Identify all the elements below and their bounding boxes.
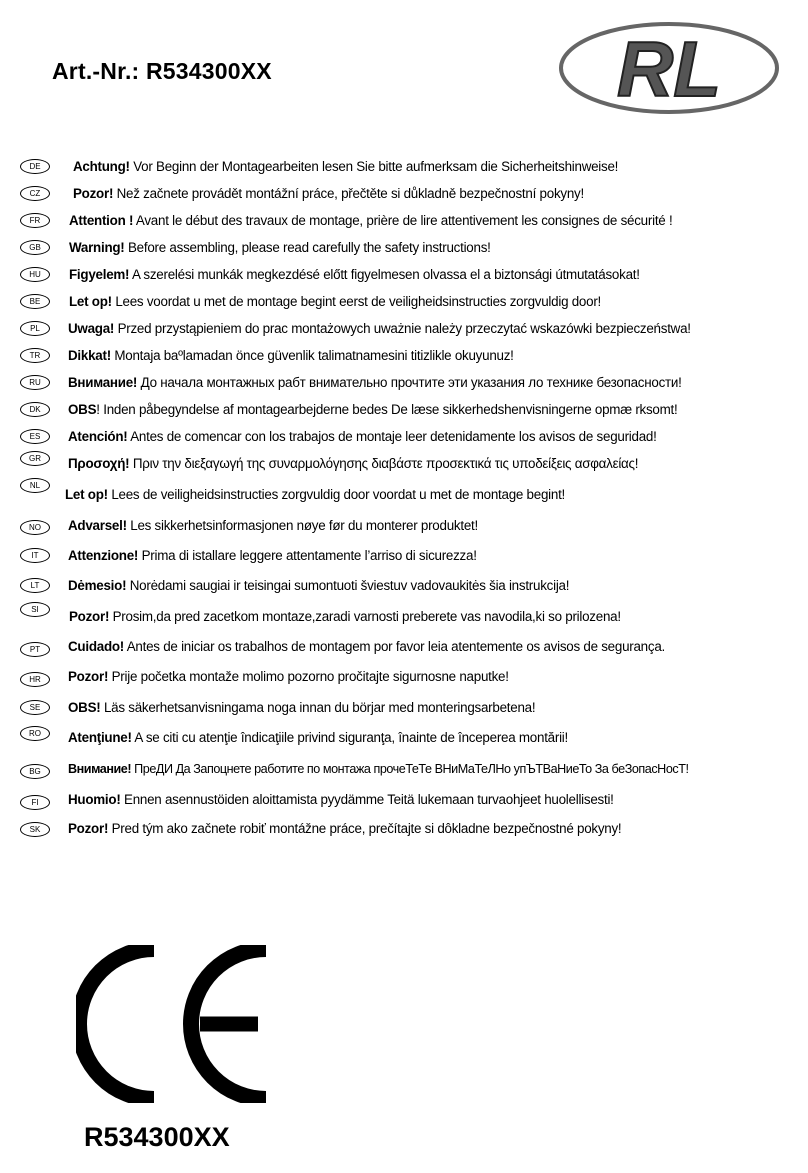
country-badge: ES [20,429,50,444]
notice-text: Pozor! Než začnete provádět montážní práce, přečtěte si důkladně bezpečnostní pokyny! [73,186,584,201]
country-badge: BE [20,294,50,309]
product-code: R534300XX [84,1122,230,1152]
country-badge: PL [20,321,50,336]
notice-text: Warning! Before assembling, please read carefully the safety instructions! [69,240,491,255]
country-badge: HR [20,672,50,687]
country-badge: GR [20,451,50,466]
country-badge: NL [20,478,50,493]
country-badge: TR [20,348,50,363]
notice-text: Atenţiune! A se citi cu atenţie îndicaţiile privind siguranţa, înainte de începerea montării! [68,730,568,745]
country-badge: SE [20,700,50,715]
notice-text: Pozor! Prosim,da pred zacetkom montaze,zaradi varnosti preberete vas navodila,ki so prilozena! [69,609,621,624]
country-badge: IT [20,548,50,563]
notice-text: Attention ! Avant le début des travaux de montage, prière de lire attentivement les consignes de sécurité ! [69,213,673,228]
country-badge: HU [20,267,50,282]
ce-mark-icon [76,945,276,1103]
notice-text: Внимание! До начала монтажных рабт внимательно прочтите эти указания ло технике безопасности! [68,375,682,390]
country-badge: BG [20,764,50,779]
country-badge: PT [20,642,50,657]
country-badge: DK [20,402,50,417]
notice-text: OBS! Inden påbegyndelse af montagearbejderne bedes De læse sikkerhedshenvisningerne opmæ rksomt! [68,402,678,417]
country-badge: RU [20,375,50,390]
notice-text: Cuidado! Antes de iniciar os trabalhos de montagem por favor leia atentemente os avisos de segurança. [68,639,665,654]
notice-text: Uwaga! Przed przystąpieniem do prac montażowych uważnie należy przeczytać wskazówki bezpieczeństwa! [68,321,691,336]
notice-text: Figyelem! A szerelési munkák megkezdésé előtt figyelmesen olvassa el a biztonsági útmutatásokat! [69,267,640,282]
country-badge: CZ [20,186,50,201]
rl-logo-text: RL [617,25,721,113]
notice-text: Let op! Lees voordat u met de montage begint eerst de veiligheidsinstructies zorgvuldig door! [69,294,602,309]
country-badge: GB [20,240,50,255]
notice-text: Advarsel! Les sikkerhetsinformasjonen nøye før du monterer produktet! [68,518,478,533]
notice-text: Let op! Lees de veiligheidsinstructies zorgvuldig door voordat u met de montage begint! [65,487,566,502]
country-badge: NO [20,520,50,535]
rl-logo [558,20,780,116]
country-badge: FI [20,795,50,810]
country-badge: LT [20,578,50,593]
notice-text: Внимание! ПреДИ Да Запоцнете работите по монтажа прочеТеТе ВНиМаТеЛНо упЪТВаНиеТо За беЗопасНосТ! [68,762,689,776]
country-badge: SK [20,822,50,837]
country-badge: RO [20,726,50,741]
notice-text: Pozor! Pred tým ako začnete robiť montážne práce, prečítajte si dôkladne bezpečnostné pokyny! [68,821,622,836]
notice-text: Dėmesio! Norėdami saugiai ir teisingai sumontuoti šviestuv vadovaukitės šia instrukcija! [68,578,570,593]
notice-text: Achtung! Vor Beginn der Montagearbeiten lesen Sie bitte aufmerksam die Sicherheitshinweise! [73,159,619,174]
notice-text: Huomio! Ennen asennustöiden aloittamista pyydämme Teitä lukemaan turvaohjeet huolellisesti! [68,792,614,807]
article-number: Art.-Nr.: R534300XX [52,58,272,84]
notice-text: Pozor! Prije početka montaže molimo pozorno pročitajte sigurnosne naputke! [68,669,509,684]
country-badge: FR [20,213,50,228]
country-badge: DE [20,159,50,174]
notice-text: OBS! Läs säkerhetsanvisningama noga innan du börjar med monteringsarbetena! [68,700,536,715]
country-badge: SI [20,602,50,617]
notice-text: Attenzione! Prima di istallare leggere attentamente l’arriso di sicurezza! [68,548,477,563]
notice-text: Προσοχή! Πριν την διεξαγωγή της συναρμολόγησης διαβάστε προσεκτικά τις υποδείξεις ασφαλείας! [68,456,639,471]
notice-text: Dikkat! Montaja baºlamadan önce güvenlik talimatnamesini titizlikle okuyunuz! [68,348,514,363]
notice-text: Atención! Antes de comencar con los trabajos de montaje leer detenidamente los avisos de seguridad! [68,429,657,444]
